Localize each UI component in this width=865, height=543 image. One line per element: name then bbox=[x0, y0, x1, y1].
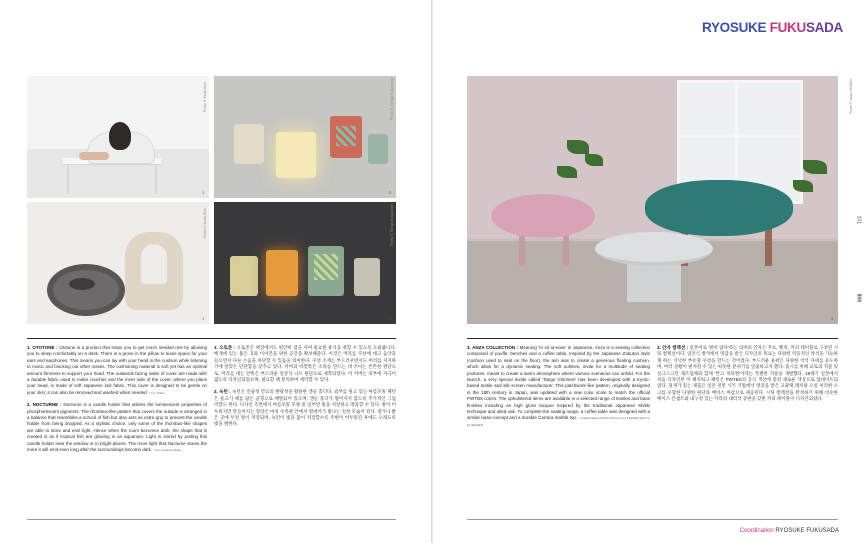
candle-holder bbox=[368, 134, 388, 164]
photo-caption: Photo © Keita Hiroi bbox=[203, 82, 207, 112]
person-head bbox=[109, 122, 131, 150]
section-rule bbox=[27, 338, 396, 339]
candle-holder bbox=[234, 124, 264, 164]
candle-holder bbox=[230, 256, 258, 296]
korean-column-right bbox=[657, 345, 838, 409]
issue-mark: 808 bbox=[855, 293, 861, 302]
page-number: 101 bbox=[855, 215, 861, 224]
english-column-right bbox=[467, 345, 650, 434]
anza-credit: * Collaboration with Per Pierre is for PLEASE WAIT to be SEATED bbox=[467, 416, 650, 427]
english-column-left bbox=[27, 345, 207, 460]
korean-title-1: 1. 오토톤 : bbox=[214, 345, 236, 350]
plant-leaf bbox=[793, 180, 813, 192]
person-arm bbox=[79, 152, 109, 160]
korean-body-3: 일본어로 '편히 앉다'라는 의미의 안자는 푸프, 벤치, 커피 테이블로 구성된 시팅 컬렉션이다. 일본식 방석에서 영감을 받은 디자인의 목표는 다양한 역동적인 착석을 가능하게 하는 넉넉한 부유형 쿠션을 만드는 것이었다. 부드러운 윤곽은 다양한 착석 자세를 유도하며, 여러 상황이 펼쳐질 수 있는 따뜻한 분위기를 연출하고자 했다. 출시를 위해 교토의 직물 및 실크스크린 제조업체와 함께 '탄고 치리멘'이라는 특별한 직물을 개발했다. 18세기 일본에서 처음 디자인된 이 패치워크 패턴은 PWTBS의 공식 색상에 맞춰 새로운 색상으로 업데이트되었다. 덮개가 있는 제품은 일본 전통 시키 기법에서 영감을 받은 고광택 래커와 오일 처리한 오크를 포함한 다양한 원단과 베이스 마감으로 제공된다. 시팅 컬렉션을 완성하기 위해 비슷한 베이스 콘셉트와 내구성 있는 카라라 대리석 상판을 갖춘 커피 테이블이 디자인되었다. bbox=[657, 345, 838, 402]
left-page bbox=[0, 0, 431, 543]
photo-number: 2 bbox=[389, 316, 392, 321]
nocturne-credit: * For Ceramic Japan bbox=[153, 448, 182, 453]
brand-title bbox=[702, 20, 843, 35]
plant-leaf bbox=[567, 140, 589, 154]
footer-label: Coordination bbox=[739, 528, 776, 534]
footer-name: RYOSUKE FUKUSADA bbox=[775, 528, 839, 534]
candle-holder-lit bbox=[266, 250, 298, 296]
desk-leg bbox=[67, 164, 69, 194]
window-frame bbox=[677, 134, 801, 137]
ring-cushion bbox=[47, 264, 125, 316]
right-page bbox=[433, 0, 865, 543]
brand-part-a: RYOSUKE bbox=[702, 20, 770, 35]
korean-paragraph-1 bbox=[214, 345, 396, 383]
anza-paragraph bbox=[467, 345, 650, 428]
anza-body: Meaning 'to sit at-ease' in Japanese, Anza is a seating collection composed of pouffe, benches and a coffee table. Inspired by the Japanese Zabuton style (cushion used to seat on the floor), the aim was to create a generous floating cushion, which allow for a dynamic seating. The soft outlines, invite for a multitude of seating postures, meant to create a warm atmosphere where various scenarios can unfold. For the launch, a very special textile called 'Tango Chirimen' has been developed with a Kyoto-based textile and silk screen manufacturer. This patchwork like pattern, originally designed in the 18th century in Japan, was updated with a new color scale to match the official PWTBS colors. The upholstered items are available in a selected range of textiles and base finishes including an high gloss lacquer inspired by the traditional Japanese Shikki technique and oiled oak. To complete the seating range, a coffee table was designed with a similar base concept and a durable Carrara marble top. bbox=[467, 345, 650, 421]
korean-column-left bbox=[214, 345, 396, 434]
anza-title: 3. ANZA COLLECTION : bbox=[467, 345, 519, 350]
plant-leaf bbox=[803, 160, 827, 174]
plant-leaf bbox=[585, 154, 603, 166]
rhombus-pattern bbox=[336, 126, 356, 146]
section-rule bbox=[467, 338, 838, 339]
brand-part-b: FUKU bbox=[769, 20, 806, 35]
ototone-credit: * For Tribee bbox=[149, 390, 165, 395]
plant-leaf bbox=[557, 166, 577, 178]
korean-paragraph-2 bbox=[214, 389, 396, 427]
photo-ototone-desk bbox=[27, 76, 209, 198]
bottom-rule bbox=[467, 519, 838, 520]
coffee-table-top bbox=[595, 232, 713, 266]
footer-credit bbox=[740, 528, 839, 534]
glowing-rhombus-pattern bbox=[314, 254, 338, 280]
ototone-title: 1. OTOTONE : bbox=[27, 345, 58, 350]
pink-pouf bbox=[491, 194, 595, 238]
photo-anza-room bbox=[467, 76, 838, 324]
u-cushion-hole bbox=[141, 244, 167, 284]
nocturne-body: Nocturne is a candle holder that utilises the luminescent properties of phosphorescent pigments. The rhombus-like pattern that covers the outside is arranged in a balance that resembles a school of fish but also acts as extra grip to prevent the candle holder from being dropped. As a stylistic choice, only some of the rhombus-like shapes are able to store and emit light. Hence when the room becomes dark, the shape that is created is as if tropical fish are glowing in an aquarium. Light is stored by putting this candle holder near the window or in bright places. The more light that Nocturne stores the more it will emit even long after the surroundings become dark. bbox=[27, 402, 207, 453]
photo-number: 1 bbox=[202, 190, 205, 195]
korean-body-2: 녹턴은 인광성 안료의 발광성을 활용한 캔들 홀더다. 외부를 덮고 있는 마름모꼴 패턴은 물고기 떼를 닮은 균형으로 배열되어 있으며, 캔들 홀더가 떨어지지 않도록 추가적인 그립 역할도 한다. 디자인 측면에서 마름모꼴 모양 중 일부만 빛을 저장하고 방출할 수 있다. 방이 어두워지면 만들어지는 형상은 마치 수족관 안에서 열대어가 빛나는 듯한 모습이 된다. 창가나 밝은 곳에 두면 빛이 저장되며, 녹턴이 빛을 많이 저장할수록 주변이 어두워진 후에도 오래도록 빛을 발한다. bbox=[214, 389, 396, 427]
photo-nocturne-dark bbox=[214, 202, 396, 324]
green-pouf bbox=[645, 180, 793, 236]
photo-caption: Photo © Keita Hiroi bbox=[203, 208, 207, 238]
ototone-body: Ototone is a product that helps you to get much needed rest by allowing you to sleep comfortably on a desk. There is a grove in the pillow to leave space for your ears and earphones. This means you can lay with your head in the cushion while listening to music and blocking out other noises. The cushioning material is soft yet has an optimal amount firmness to support your head. The outwards facing sides of cover are made with a durable fabric used to make couches and the inner side of the cover, where you place your head, is made of soft Japanese knit fabric. This cover is designed to be gentle on your skin; it can also be removed and washed when needed. bbox=[27, 345, 208, 395]
photo-number: 2 bbox=[389, 190, 392, 195]
photo-caption: Photo © Shinya Kawamoto bbox=[390, 204, 394, 246]
korean-title-3: 3. 안자 컬렉션 : bbox=[657, 345, 689, 350]
nocturne-paragraph bbox=[27, 402, 207, 453]
korean-paragraph-3 bbox=[657, 345, 838, 403]
photo-ototone-cushion bbox=[27, 202, 209, 324]
korean-body-1: 오토톤은 책상에서도 편안히 잠을 자며 필요한 휴식을 취할 수 있도록 도와줍니다. 베개에 있는 홈은 귀와 이어폰을 위한 공간을 확보해준다. 이것은 머리를 쿠션에 대고 음악을 들으면서 다른 소음을 차단할 수 있음을 의미한다. 쿠션 소재는 부드러우면서도 머리를 지지하기에 알맞은 단단함을 갖추고 있다. 커버의 바깥쪽은 소파를 만드는 데 쓰이는 튼튼한 원단으로, 머리를 대는 안쪽은 부드러운 일본식 니트 원단으로 제작되었다. 이 커버는 피부에 자극이 없도록 디자인되었으며, 필요할 때 분리하여 세탁할 수 있다. bbox=[214, 345, 396, 383]
photo-number: 3 bbox=[831, 316, 834, 321]
nocturne-title: 2. NOCTURNE : bbox=[27, 402, 62, 408]
photo-caption: Photo © Anza GRAND bbox=[849, 78, 853, 114]
ring-cushion-hole bbox=[69, 278, 95, 290]
candle-holder bbox=[354, 258, 380, 296]
desk-leg bbox=[155, 164, 157, 194]
bottom-rule bbox=[27, 519, 396, 520]
ototone-paragraph bbox=[27, 345, 207, 396]
photo-number: 1 bbox=[202, 316, 205, 321]
photo-nocturne-light bbox=[214, 76, 396, 198]
brand-part-c: SADA bbox=[805, 20, 843, 35]
candle-holder-lit bbox=[276, 132, 316, 178]
korean-title-2: 2. 녹턴 : bbox=[214, 389, 231, 395]
photo-caption: Photo © Shinya Kawamoto bbox=[390, 78, 394, 120]
